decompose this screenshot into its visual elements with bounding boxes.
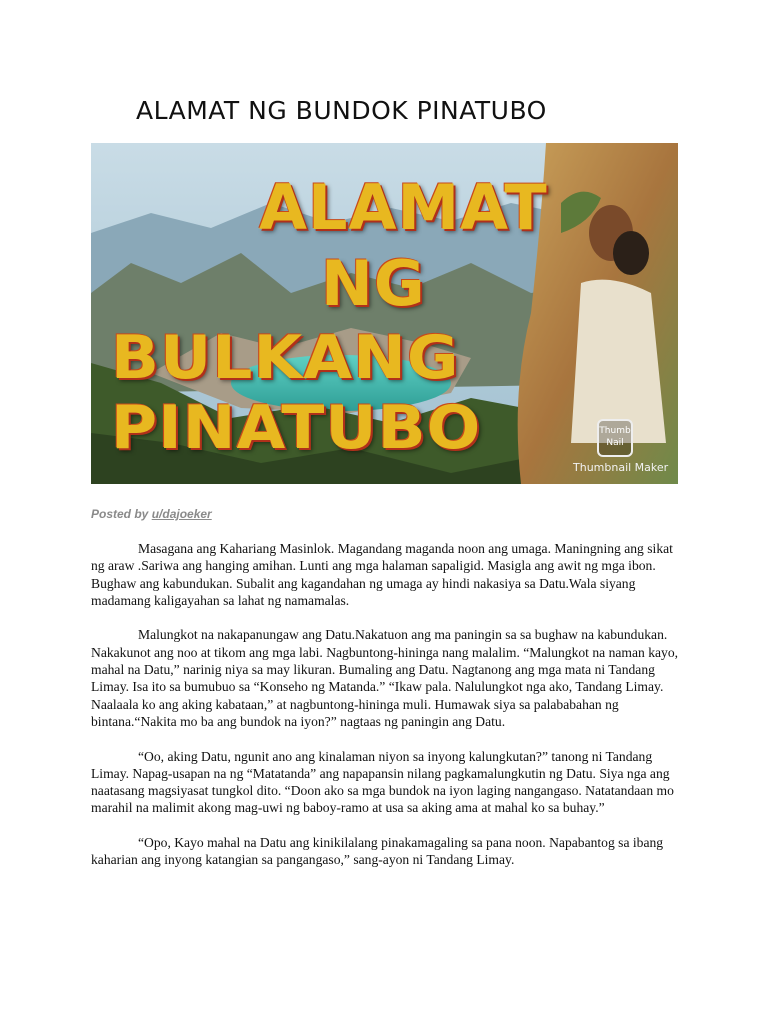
thumbnail-badge-icon — [597, 419, 633, 457]
banner-image — [91, 143, 678, 484]
paragraph: “Opo, Kayo mahal na Datu ang kinikilalang pinakamagaling sa pana noon. Napabantog sa ibang kaharian ang inyong katangian sa pangangaso,” sang-ayon ni Tandang Limay. — [91, 835, 664, 868]
byline-prefix: Posted by — [91, 507, 149, 521]
mural-figure-hair — [613, 231, 649, 275]
banner-title-line2: NG — [321, 247, 426, 320]
watermark: Thumbnail Maker — [573, 461, 669, 474]
paragraph: “Oo, aking Datu, ngunit ano ang kinalaman niyon sa inyong kalungkutan?” tanong ni Tandang Limay. Napag-usapan na ng “Matatanda” ang napapansin nilang pagkamalungkutin ng Datu. Siya nga ang naatasang magsiyasat tungkol dito. “Doon ako sa mga bundok na iyon laging nangangaso. Natatandaan mo marahil na malimit akong mag-uwi ng baboy-ramo at usa sa aking ama at mahal ko sa buhay.” — [91, 748, 674, 816]
author-link[interactable]: u/dajoeker — [151, 507, 212, 521]
document-title: ALAMAT NG BUNDOK PINATUBO — [136, 96, 547, 125]
banner-title-line3: BULKANG PINATUBO — [111, 323, 482, 463]
badge-line2: Nail — [606, 438, 624, 448]
banner-title-line1: ALAMAT — [259, 171, 548, 244]
paragraph: Malungkot na nakapanungaw ang Datu.Nakatuon ang ma paningin sa sa bughaw na kabundukan. Nakakunot ang noo at tikom ang mga labi. Nagbuntong-hininga nang malalim. “Malungkot na naman kayo, mahal na Datu,” narinig niya sa may likuran. Bumaling ang Datu. Nagtanong ang mga mata ni Tandang Limay. Isa ito sa bumubuo sa “Konseho ng Matanda.” “Ikaw pala. Nalulungkot nga ako, Tandang Limay. Naalaala ko ang aking kabataan,” at nagbuntong-hininga muli. Humawak siya sa palababahan ng bintana.“Nakita mo ba ang bundok na iyon?” nagtaas ng paningin ang Datu. — [91, 627, 679, 729]
byline — [91, 507, 212, 521]
article-body — [91, 540, 681, 886]
paragraph: Masagana ang Kahariang Masinlok. Magandang maganda noon ang umaga. Maningning ang sikat ng araw .Sariwa ang hanging amihan. Lunti ang mga halaman sapaligid. Masigla ang awit ng mga ibon. Bughaw ang kabundukan. Subalit ang kagandahan ng umaga ay hindi nakasiya sa Datu.Wala siyang madamang kaligayahan sa lahat ng namamalas. — [91, 541, 673, 608]
badge-line1: Thumb — [599, 426, 631, 436]
